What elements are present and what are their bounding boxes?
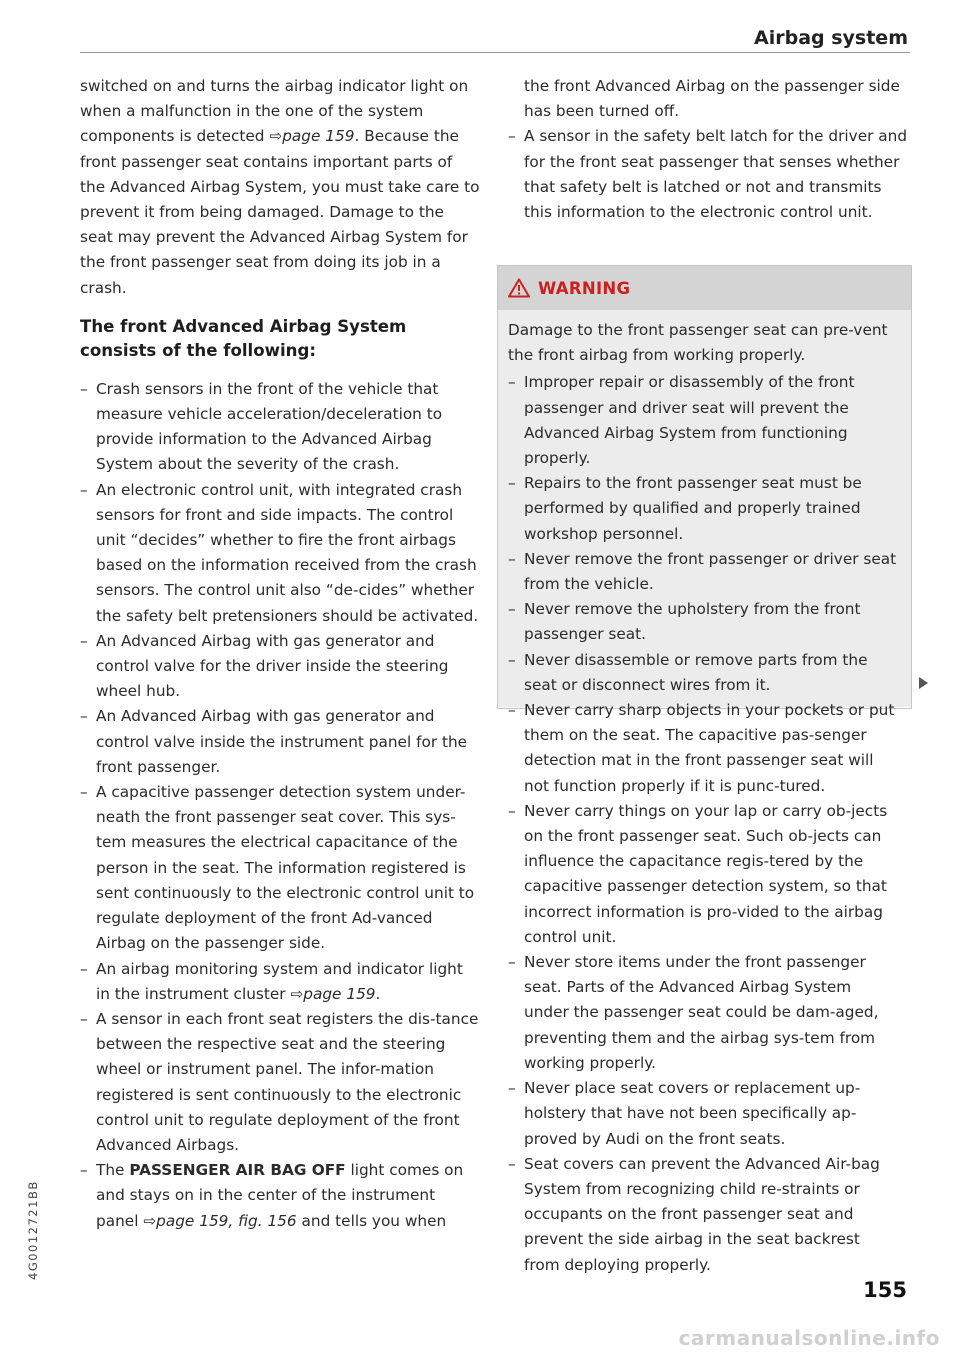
warning-list [508, 370, 897, 1277]
warning-item: – Improper repair or disassembly of the front passenger and driver seat will prevent the Advanced Airbag System from functioning properly. [508, 370, 897, 471]
warning-item: – Repairs to the front passenger seat must be performed by qualified and properly trained workshop personnel. [508, 471, 897, 547]
list-item-text: An airbag monitoring system and indicator light in the instrument cluster [96, 959, 463, 1003]
warning-item: – Never place seat covers or replacement up-holstery that have not been specifically ap-proved by Audi on the front seats. [508, 1076, 897, 1152]
page-ref-link[interactable]: page 159 [303, 984, 376, 1003]
right-column [508, 74, 910, 225]
warning-item: – Never remove the front passenger or driver seat from the vehicle. [508, 547, 897, 597]
warning-item: – Never carry sharp objects in your pockets or put them on the seat. The capacitive pas-senger detection mat in the front passenger seat will not function properly if it is punc-tured. [508, 698, 897, 799]
warning-item: – Never carry things on your lap or carry ob-jects on the front passenger seat. Such ob-jects can influence the capacitance regis-tered by the capacitive passenger detection system, so that incorrect information is pro-vided to the airbag control unit. [508, 799, 897, 950]
list-item: – An electronic control unit, with integrated crash sensors for front and side impacts. The control unit “decides” whether to fire the front airbags based on the information received from the crash sensors. The control unit also “de-cides” whether the safety belt pretensioners should be activated. [80, 478, 480, 629]
warning-title: WARNING [538, 278, 631, 298]
header-rule [80, 52, 910, 53]
section-heading: The front Advanced Airbag System consists of the following: [80, 316, 407, 360]
page-number: 155 [863, 1278, 907, 1302]
page-ref-link[interactable]: page 159 [282, 127, 355, 146]
warning-triangle-icon [508, 278, 530, 298]
components-list-continued [508, 124, 910, 225]
continuation-text: the front Advanced Airbag on the passenger side has been turned off. [524, 77, 900, 121]
warning-item: – Never disassemble or remove parts from the seat or disconnect wires from it. [508, 648, 897, 698]
page-ref-link[interactable]: page 159, fig. 156 [156, 1211, 297, 1230]
intro-text: switched on and turns the airbag indicator light on when a malfunction in the one of the system components is detected [80, 77, 469, 146]
list-item: – An Advanced Airbag with gas generator and control valve inside the instrument panel for the front passenger. [80, 704, 480, 780]
list-item: – A sensor in each front seat registers the dis-tance between the respective seat and the steering wheel or instrument panel. The infor-mation registered is sent continuously to the electronic control unit to regulate deployment of the front Advanced Airbags. [80, 1007, 480, 1158]
passenger-air-bag-off-label: PASSENGER AIR BAG OFF [129, 1161, 346, 1180]
list-item [80, 1158, 480, 1234]
document-code: 4G0012721BB [26, 1180, 40, 1280]
list-item: – Crash sensors in the front of the vehicle that measure vehicle acceleration/deceleration to provide information to the Advanced Airbag System about the severity of the crash. [80, 377, 480, 478]
warning-item: – Seat covers can prevent the Advanced Air-bag System from recognizing child re-straints or occupants on the front passenger seat and prevent the side airbag in the seat backrest from deploying properly. [508, 1152, 897, 1278]
warning-body [498, 310, 911, 1274]
warning-header [498, 266, 911, 310]
list-item-text: The [96, 1161, 130, 1180]
page-ref-arrow-icon: ⇨ [269, 127, 283, 146]
next-page-arrow-icon[interactable] [919, 677, 928, 689]
intro-paragraph [80, 74, 480, 301]
list-item: – An Advanced Airbag with gas generator and control valve for the driver inside the steering wheel hub. [80, 629, 480, 705]
list-item-text-end: and tells you when [296, 1211, 447, 1230]
list-item [80, 957, 480, 1007]
page-ref-arrow-icon: ⇨ [290, 984, 304, 1003]
list-item-text-mid: light comes on and stays on in the center of the instrument panel [96, 1161, 464, 1230]
list-item: – A capacitive passenger detection system under-neath the front passenger seat cover. This sys-tem measures the electrical capacitance of the person in the seat. The information registered is sent continuously to the electronic control unit to regulate deployment of the front Ad-vanced Airbag on the passenger side. [80, 780, 480, 956]
warning-box [497, 265, 912, 1274]
components-list [80, 377, 480, 1234]
warning-item: – Never store items under the front passenger seat. Parts of the Advanced Airbag System under the passenger seat could be dam-aged, preventing them and the airbag sys-tem from working properly. [508, 950, 897, 1076]
warning-intro: Damage to the front passenger seat can pre-vent the front airbag from working properly. [508, 321, 888, 365]
list-item-text-end: . [375, 984, 381, 1003]
left-column [80, 74, 480, 1234]
page-ref-arrow-icon: ⇨ [143, 1211, 157, 1230]
page-header-title: Airbag system [754, 27, 908, 49]
warning-item: – Never remove the upholstery from the front passenger seat. [508, 597, 897, 647]
intro-text-continued: . Because the front passenger seat contains important parts of the Advanced Airbag System, you must take care to prevent it from being damaged. Damage to the seat may prevent the Advanced Airbag System for the front passenger seat from doing its job in a crash. [80, 127, 480, 297]
watermark: carmanualsonline.info [678, 1326, 940, 1350]
list-item: – A sensor in the safety belt latch for the driver and for the front seat passenger that senses whether that safety belt is latched or not and transmits this information to the electronic control unit. [508, 124, 910, 225]
